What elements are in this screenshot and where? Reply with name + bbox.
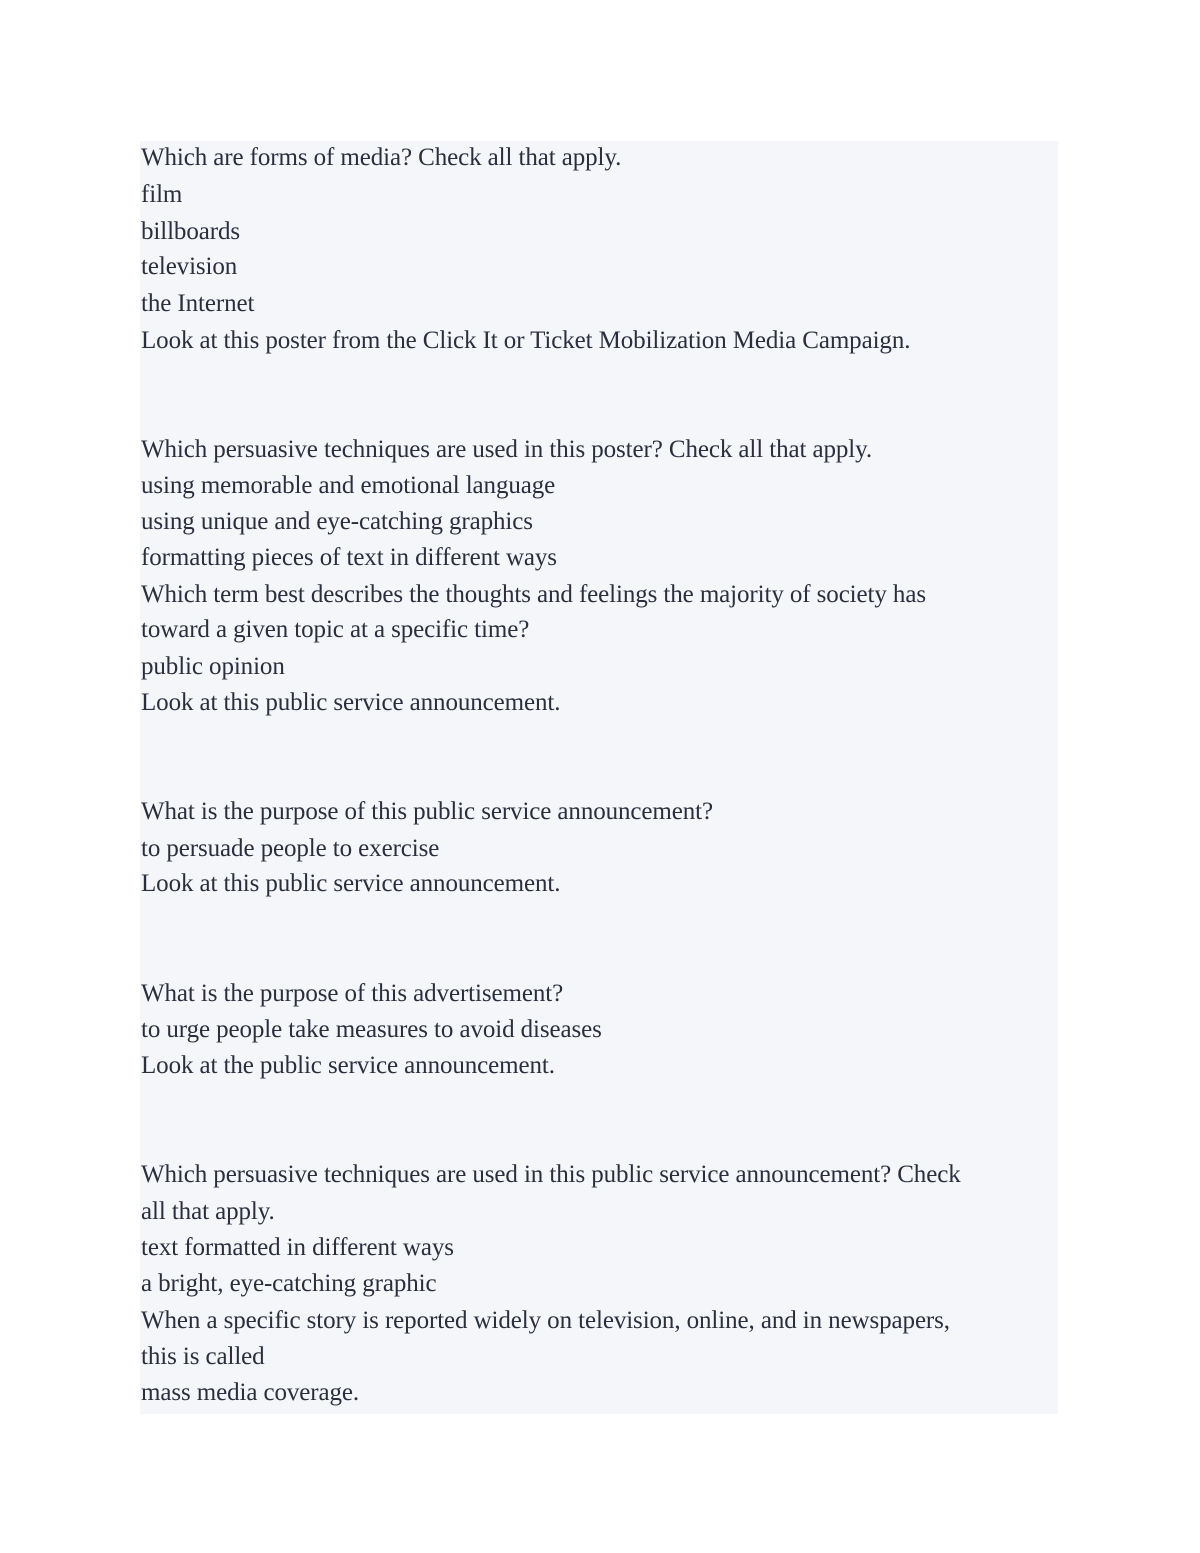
answer-eye-catching-graphics: using unique and eye-catching graphics [141,508,533,535]
answer-billboards: billboards [141,218,240,245]
question-psa-purpose: What is the purpose of this public service announcement? [141,798,714,825]
answer-bright-graphic: a bright, eye-catching graphic [141,1270,437,1297]
question-public-opinion-line-2: toward a given topic at a specific time? [141,616,530,643]
answer-public-opinion: public opinion [141,653,285,680]
prompt-psa-1: Look at this public service announcement. [141,689,561,716]
question-coverage-line-1: When a specific story is reported widely on television, online, and in newspapers, [141,1307,950,1334]
answer-text-formatted: text formatted in different ways [141,1234,454,1261]
question-psa-techniques-line-1: Which persuasive techniques are used in this public service announcement? Check [141,1161,961,1188]
prompt-poster: Look at this poster from the Click It or Ticket Mobilization Media Campaign. [141,327,911,354]
answer-exercise: to persuade people to exercise [141,835,440,862]
question-advertisement-purpose: What is the purpose of this advertisement? [141,980,564,1007]
answer-emotional-language: using memorable and emotional language [141,472,556,499]
prompt-psa-3: Look at the public service announcement. [141,1052,555,1079]
answer-text-formatting: formatting pieces of text in different ways [141,544,557,571]
question-psa-techniques-line-2: all that apply. [141,1198,275,1225]
answer-television: television [141,253,238,280]
answer-film: film [141,181,183,208]
answer-avoid-diseases: to urge people take measures to avoid diseases [141,1016,602,1043]
prompt-psa-2: Look at this public service announcement. [141,870,561,897]
question-media-forms: Which are forms of media? Check all that apply. [141,144,622,171]
question-poster-techniques: Which persuasive techniques are used in this poster? Check all that apply. [141,436,873,463]
answer-internet: the Internet [141,290,255,317]
answer-mass-media-coverage: mass media coverage. [141,1379,360,1406]
question-coverage-line-2: this is called [141,1343,265,1370]
question-public-opinion-line-1: Which term best describes the thoughts and feelings the majority of society has [141,581,926,608]
